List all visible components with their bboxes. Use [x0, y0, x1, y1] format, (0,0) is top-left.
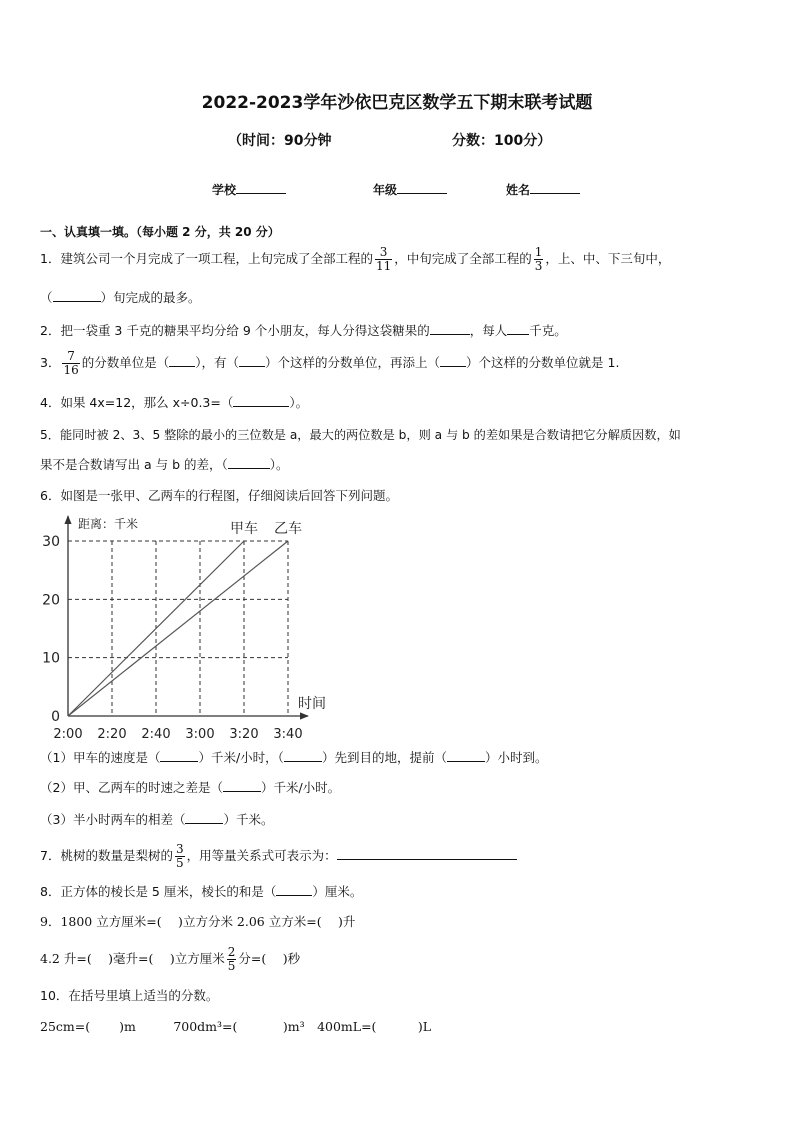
section-heading: 一、认真填一填。（每小题 2 分，共 20 分） [40, 225, 280, 239]
question-3: 3． $\frac{7}{16}$ 的分数单位是（ ），有（ ）个这样的分数单位，再添上（ ）个这样的分数单位就是 1. [40, 349, 620, 377]
series-label-1: 甲车 [230, 521, 258, 537]
series-label-2: 乙车 [274, 521, 302, 537]
x-tick-label: 2:20 [97, 727, 127, 742]
question-1: 1．建筑公司一个月完成了一项工程，上旬完成了全部工程的 $\frac{3}{11}$ ，中旬完成了全部工程的 $\frac{1}{3}$ ，上、中、下三旬中， [40, 245, 671, 273]
question-5-line2: 果不是合数请写出 a 与 b 的差，（ ）。 [40, 457, 289, 472]
school-field: 学校 [212, 181, 286, 198]
y-tick-label: 10 [42, 650, 60, 667]
question-6-sub2: （2）甲、乙两车的时速之差是（ ）千米/小时。 [40, 780, 341, 795]
page-title: 2022-2023学年沙依巴克区数学五下期末联考试题 [201, 93, 593, 113]
x-tick-label: 3:00 [185, 727, 215, 742]
x-tick-label: 3:40 [273, 727, 303, 742]
time-label: （时间：90分钟 [228, 133, 332, 149]
question-6: 6．如图是一张甲、乙两车的行程图，仔细阅读后回答下列问题。 [40, 488, 398, 503]
question-6-sub3: （3）半小时两车的相差（ ）千米。 [40, 812, 274, 827]
score-label: 分数：100分） [452, 133, 552, 149]
question-4: 4．如果 4x=12，那么 x÷0.3=（ ）。 [40, 395, 309, 410]
question-5-line1: 5．能同时被 2、3、5 整除的最小的三位数是 a，最大的两位数是 b，则 a 与 b 的差如果是合数请把它分解质因数，如 [40, 428, 681, 442]
y-tick-label: 0 [51, 709, 60, 725]
y-tick-label: 30 [42, 534, 60, 550]
question-8: 8．正方体的棱长是 5 厘米，棱长的和是（ ）厘米。 [40, 884, 363, 899]
question-10: 10．在括号里填上适当的分数。 [40, 988, 219, 1003]
grade-field: 年级 [373, 181, 447, 198]
name-field: 姓名 [506, 181, 580, 198]
question-9-line2: 4.2 升=( )毫升=( )立方厘米 $\frac{2}{5}$ 分=( )秒 [40, 945, 301, 973]
question-7: 7．桃树的数量是梨树的 $\frac{3}{5}$ ，用等量关系式可表示为： [40, 843, 517, 870]
x-tick-label: 2:40 [141, 727, 171, 742]
question-2: 2．把一袋重 3 千克的糖果平均分给 9 个小朋友，每人分得这袋糖果的 ，每人 千克。 [40, 323, 567, 338]
x-axis-label: 时间 [298, 696, 326, 712]
travel-chart [40, 508, 340, 743]
question-6-sub1: （1）甲车的速度是（ ）千米/小时，（ ）先到目的地，提前（ ）小时到。 [40, 750, 548, 765]
question-9-line1: 9．1800 立方厘米=( )立方分米 2.06 立方米=( )升 [40, 914, 356, 929]
question-10-blanks: 25cm=( )m 700dm³=( )m³ 400mL=( )L [40, 1019, 432, 1034]
y-tick-label: 20 [42, 592, 60, 609]
y-axis-label: 距离：千米 [78, 517, 139, 531]
x-tick-label: 3:20 [229, 727, 259, 742]
question-1-line2: （ ）旬完成的最多。 [40, 290, 201, 305]
series-line-2 [68, 541, 288, 716]
x-tick-label: 2:00 [53, 727, 83, 742]
